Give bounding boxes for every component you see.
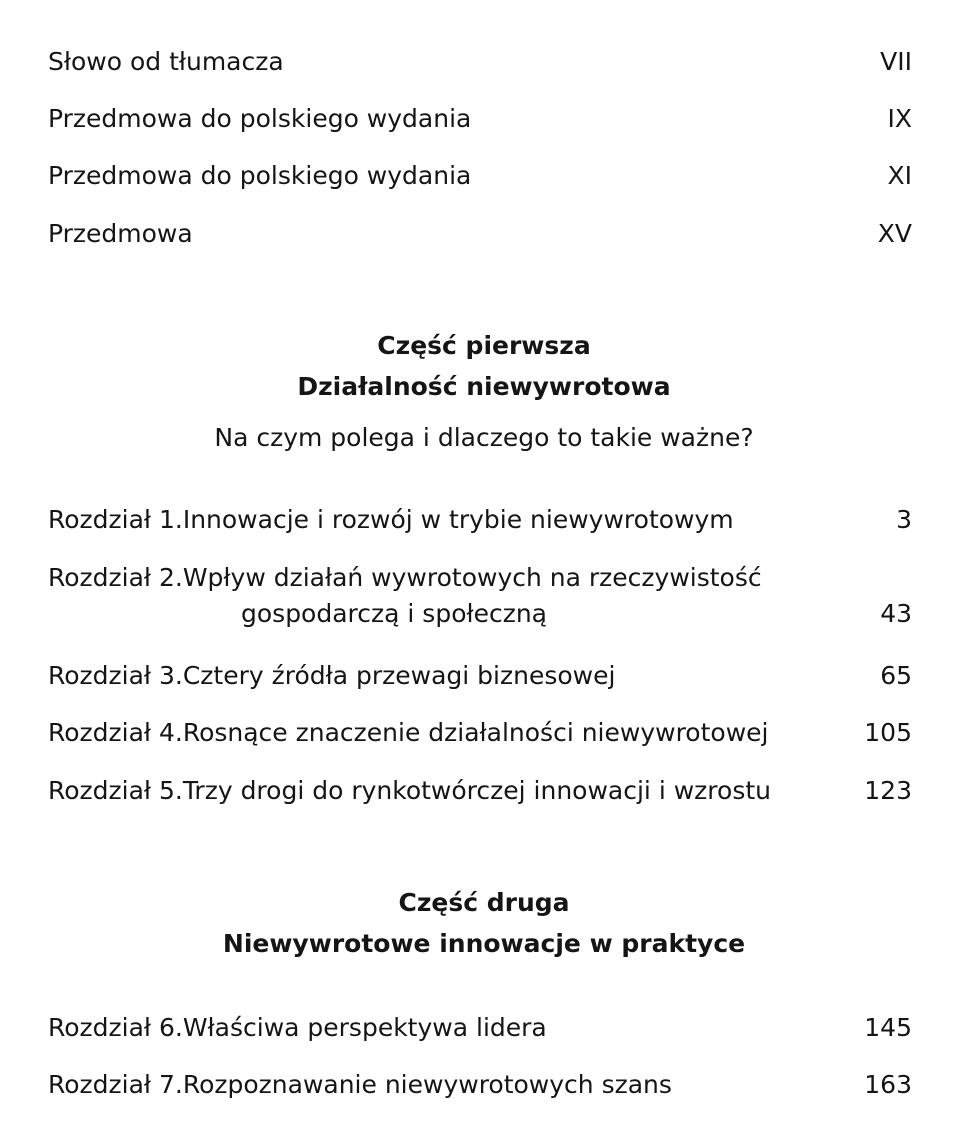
- toc-entry-title: Przedmowa: [48, 219, 193, 248]
- chapter-page: 123: [864, 776, 912, 805]
- chapter-prefix: Rozdział 7.: [48, 1070, 183, 1099]
- chapter-page: 3: [896, 505, 912, 534]
- chapter-title: [48, 560, 762, 596]
- part-subtitle: Na czym polega i dlaczego to takie ważne?: [214, 423, 754, 452]
- chapter-title-text: Trzy drogi do rynkotwórczej innowacji i wzrostu: [182, 776, 771, 805]
- chapter-page: 105: [864, 718, 912, 747]
- toc-entry-page: IX: [887, 104, 912, 133]
- toc-entry-title: Słowo od tłumacza: [48, 47, 284, 76]
- chapter-title-text: Rosnące znaczenie działalności niewywrotowej: [182, 718, 769, 747]
- chapter-prefix: Rozdział 2.: [48, 563, 183, 592]
- chapter-title: [48, 1067, 672, 1103]
- chapter-entry[interactable]: [48, 560, 912, 628]
- chapter-entry[interactable]: [48, 1067, 912, 1103]
- part-title: Działalność niewywrotowa: [297, 372, 671, 401]
- chapter-page: 163: [864, 1070, 912, 1099]
- chapter-page: 65: [880, 661, 912, 690]
- chapter-title-text: Właściwa perspektywa lidera: [182, 1013, 547, 1042]
- chapter-title: [48, 658, 615, 694]
- chapter-prefix: Rozdział 3.: [48, 661, 183, 690]
- toc-entry[interactable]: [48, 216, 912, 252]
- part-label: Część pierwsza: [377, 331, 591, 360]
- toc-entry[interactable]: [48, 44, 912, 80]
- toc-entry-page: XI: [887, 161, 912, 190]
- chapter-title: [48, 502, 734, 538]
- chapter-entry[interactable]: [48, 658, 912, 694]
- chapter-title-text: Innowacje i rozwój w trybie niewywrotowym: [182, 505, 734, 534]
- chapter-entry[interactable]: [48, 773, 912, 809]
- chapter-entry[interactable]: [48, 502, 912, 538]
- chapter-prefix: Rozdział 4.: [48, 718, 183, 747]
- chapter-entry[interactable]: [48, 1010, 912, 1046]
- toc-entry-title: Przedmowa do polskiego wydania: [48, 104, 472, 133]
- chapter-entry[interactable]: [48, 715, 912, 751]
- chapter-prefix: Rozdział 5.: [48, 776, 183, 805]
- chapter-prefix: Rozdział 1.: [48, 505, 183, 534]
- toc-entry-page: VII: [880, 47, 912, 76]
- chapter-title-text: Rozpoznawanie niewywrotowych szans: [182, 1070, 672, 1099]
- chapter-title: [48, 773, 771, 809]
- chapter-prefix: Rozdział 6.: [48, 1013, 183, 1042]
- toc-entry-page: XV: [877, 219, 912, 248]
- chapter-title-text: Wpływ działań wywrotowych na rzeczywistość: [182, 563, 762, 592]
- chapter-page: 145: [864, 1013, 912, 1042]
- toc-entry[interactable]: [48, 158, 912, 194]
- chapter-title-text: Cztery źródła przewagi biznesowej: [182, 661, 616, 690]
- chapter-title: [48, 715, 768, 751]
- chapter-title-continuation: gospodarczą i społeczną: [241, 599, 548, 628]
- chapter-title: [48, 1010, 547, 1046]
- toc-entry-title: Przedmowa do polskiego wydania: [48, 161, 472, 190]
- toc-entry[interactable]: [48, 101, 912, 137]
- part-label: Część druga: [398, 888, 570, 917]
- part-title: Niewywrotowe innowacje w praktyce: [222, 929, 746, 958]
- chapter-page: 43: [880, 599, 912, 628]
